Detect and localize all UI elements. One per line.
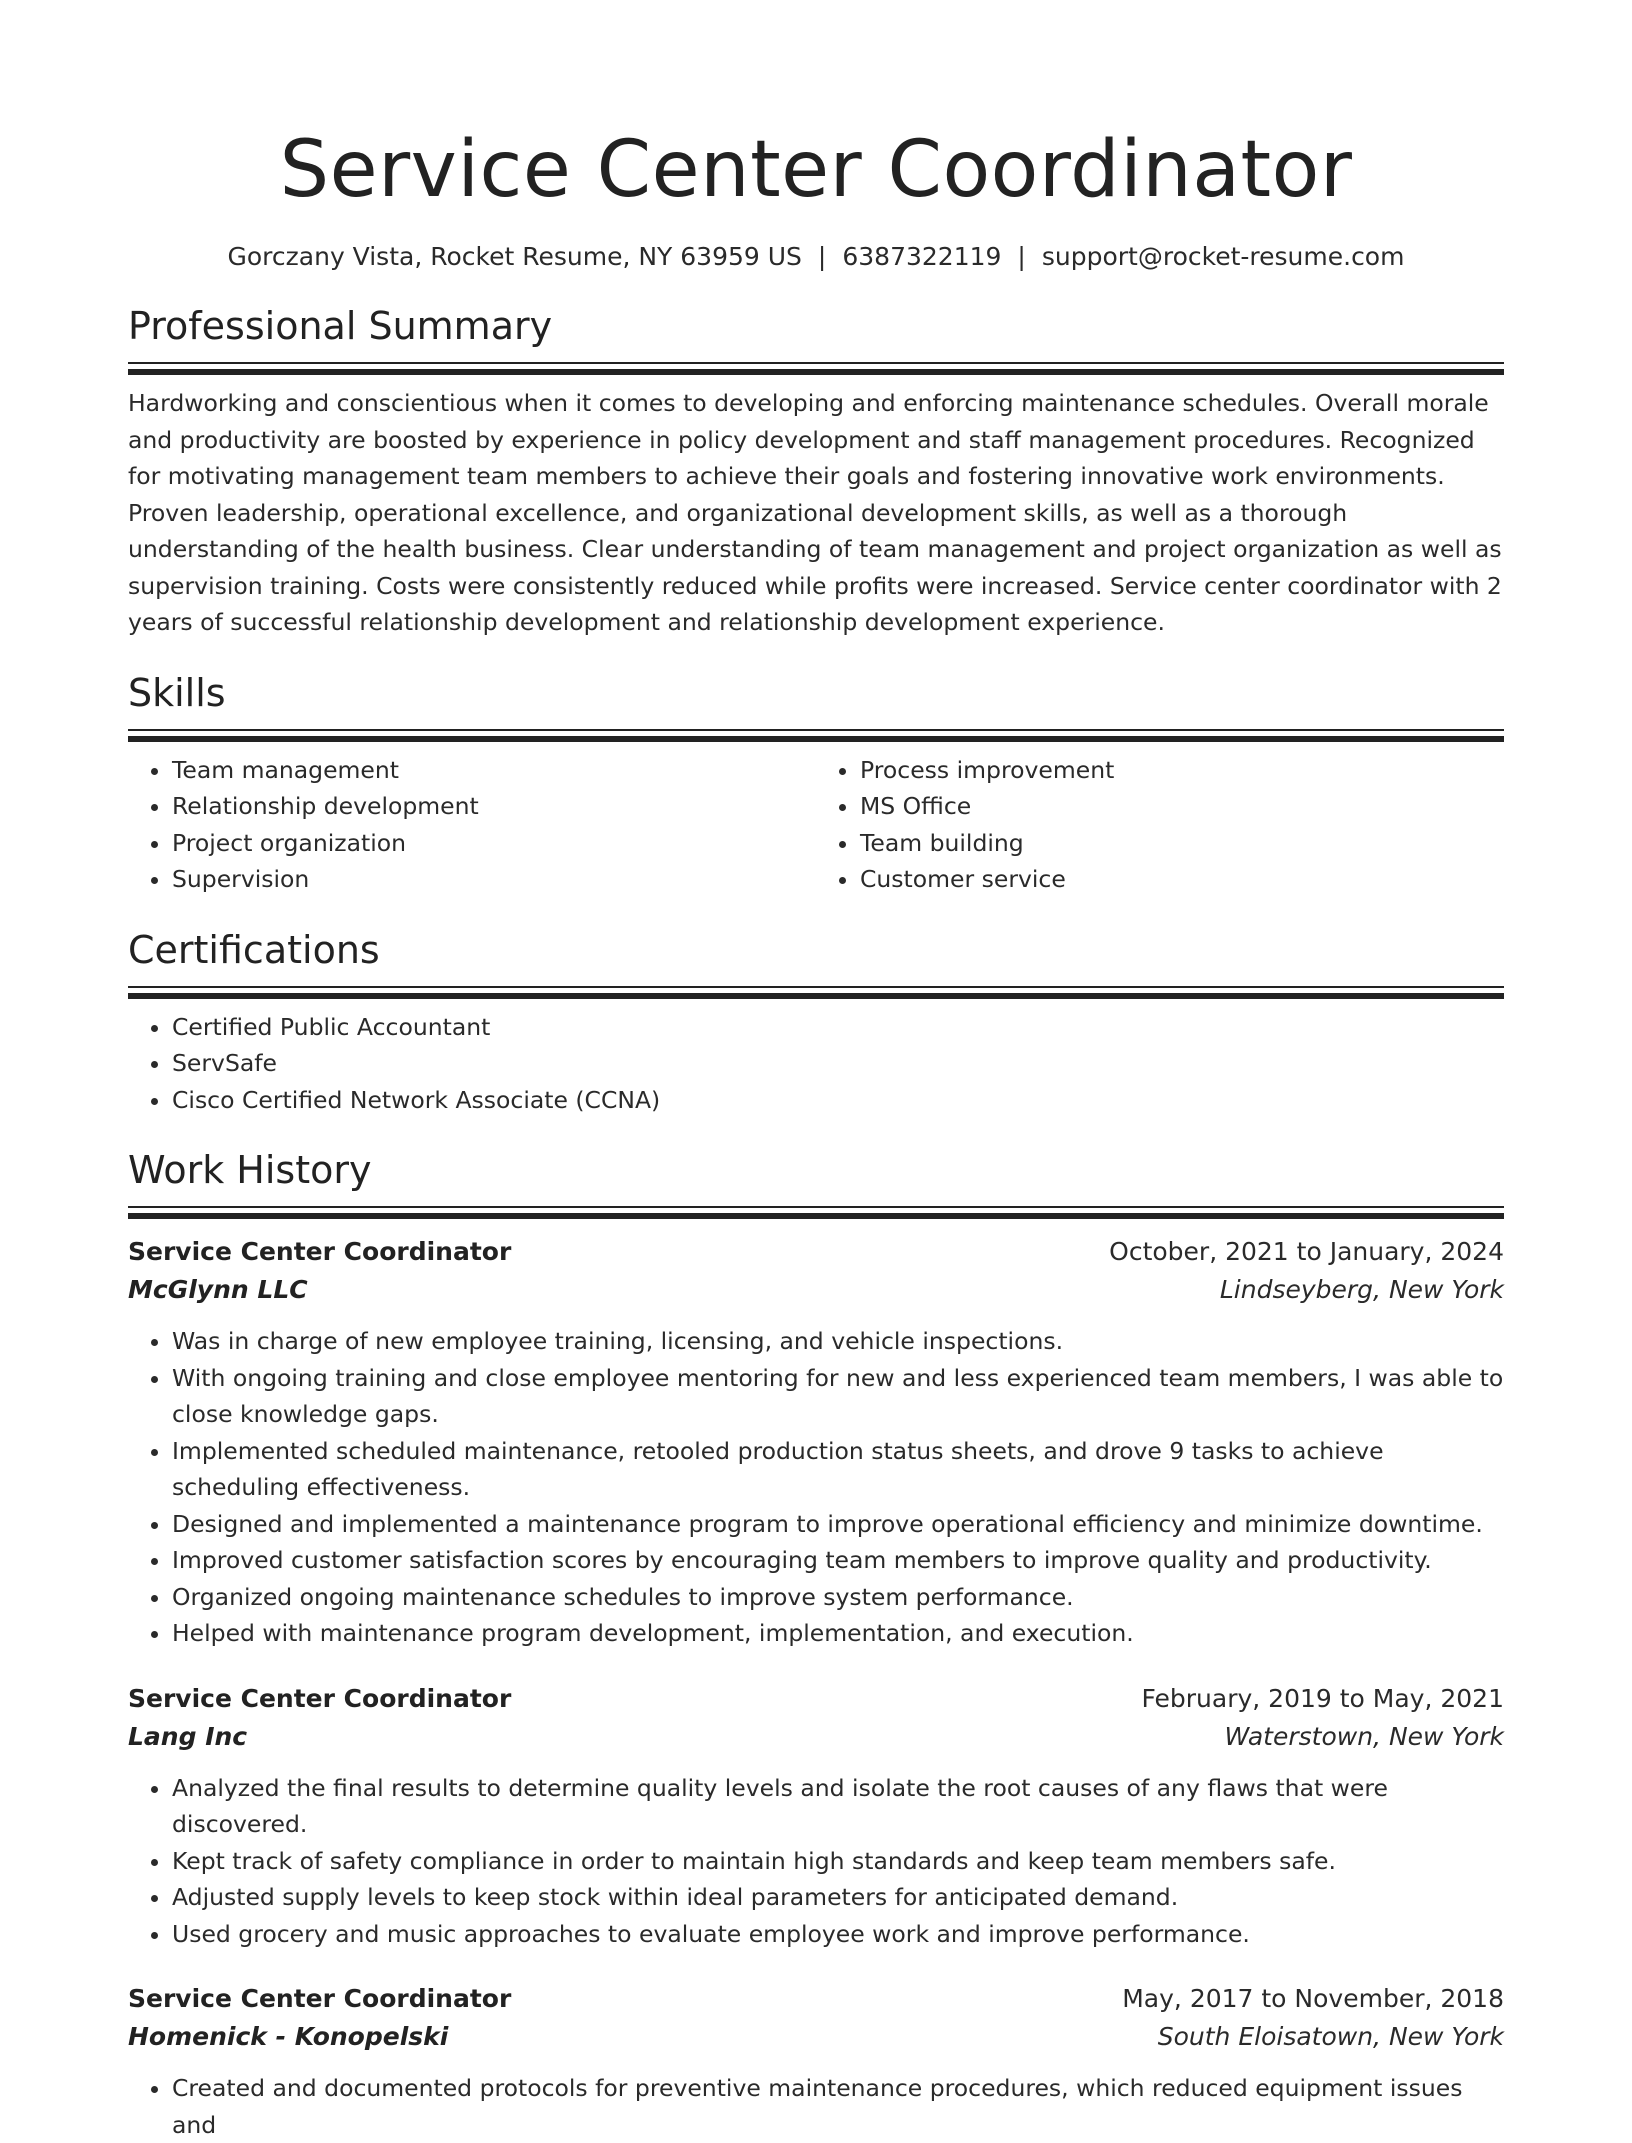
skills-section: [128, 667, 1504, 898]
job-bullets: [128, 2070, 1504, 2143]
section-divider: [128, 1206, 1504, 1219]
skill-item: • Team management: [172, 752, 816, 789]
job-dates: February, 2019 to May, 2021: [1141, 1683, 1504, 1713]
skill-item: • Team building: [860, 825, 1504, 862]
summary-section: [128, 300, 1504, 641]
skills-list-right: [816, 752, 1504, 898]
skill-item: • Supervision: [172, 861, 816, 898]
job-title: Service Center Coordinator: [128, 1984, 512, 2013]
skill-item: • Process improvement: [860, 752, 1504, 789]
section-title-work-history: Work History: [128, 1148, 372, 1192]
certifications-section: [128, 924, 1504, 1119]
section-title-skills: Skills: [128, 670, 226, 715]
contact-email: support@rocket-resume.com: [1041, 242, 1405, 271]
job-location: South Eloisatown, New York: [1157, 2022, 1504, 2051]
work-history-section: [128, 1144, 1504, 2143]
resume-name: Service Center Coordinator: [279, 125, 1353, 215]
job-dates: October, 2021 to January, 2024: [1109, 1237, 1504, 1266]
job-bullet: • Created and documented protocols for preventive maintenance procedures, which reduced equipment issues and: [172, 2070, 1504, 2143]
job-bullet: • Organized ongoing maintenance schedules to improve system performance.: [172, 1579, 1504, 1616]
job-bullets: [128, 1770, 1504, 1953]
contact-address: Gorczany Vista, Rocket Resume, NY 63959 US: [227, 242, 802, 271]
job-dates: May, 2017 to November, 2018: [1122, 1984, 1504, 2013]
skill-item: • Relationship development: [172, 788, 816, 825]
job-company: McGlynn LLC: [128, 1275, 308, 1304]
job-bullet: • Kept track of safety compliance in order to maintain high standards and keep team members safe.: [172, 1843, 1504, 1880]
job-bullet: • Was in charge of new employee training, licensing, and vehicle inspections.: [172, 1323, 1504, 1360]
job-header-row: [128, 1233, 1504, 1271]
job-bullet: • Improved customer satisfaction scores by encouraging team members to improve quality and productivity.: [172, 1542, 1504, 1579]
job-location: Waterstown, New York: [1224, 1721, 1504, 1751]
job-title: Service Center Coordinator: [128, 1683, 512, 1713]
job-bullet: • With ongoing training and close employee mentoring for new and less experienced team members, I was able to close knowledge gaps.: [172, 1360, 1504, 1433]
job-company-row: [128, 1271, 1504, 1309]
skill-item: • Customer service: [860, 861, 1504, 898]
job-entry: [128, 1233, 1504, 1652]
summary-text: Hardworking and conscientious when it comes to developing and enforcing maintenance schedules. Overall morale and productivity are boosted by experience in policy development and staff management procedures. Recognized for motivating management team members to achieve their goals and fostering innovative work environments. Proven leadership, operational excellence, and organizational development skills, as well as a thorough understanding of the health business. Clear understanding of team management and project organization as well as supervision training. Costs were consistently reduced while profits were increased. Service center coordinator with 2 years of successful relationship development and relationship development experience.: [128, 389, 1502, 636]
job-header-row: [128, 1680, 1504, 1718]
skill-item: • Project organization: [172, 825, 816, 862]
job-bullet: • Used grocery and music approaches to evaluate employee work and improve performance.: [172, 1916, 1504, 1953]
section-divider: [128, 986, 1504, 999]
contact-separator: |: [817, 242, 827, 271]
contact-line: [128, 240, 1504, 274]
job-entry: [128, 1980, 1504, 2143]
job-entry: [128, 1680, 1504, 1953]
skills-grid: [128, 752, 1504, 898]
job-company: Lang Inc: [128, 1721, 248, 1751]
job-bullet: • Analyzed the final results to determine quality levels and isolate the root causes of any flaws that were discovered.: [172, 1770, 1504, 1843]
section-title-summary: Professional Summary: [128, 304, 553, 348]
skill-item: • MS Office: [860, 788, 1504, 825]
job-header-row: [128, 1980, 1504, 2018]
job-title: Service Center Coordinator: [128, 1237, 512, 1266]
job-bullet: • Helped with maintenance program development, implementation, and execution.: [172, 1615, 1504, 1652]
job-company: Homenick - Konopelski: [128, 2022, 449, 2051]
contact-phone: 6387322119: [842, 242, 1002, 271]
job-bullet: • Implemented scheduled maintenance, retooled production status sheets, and drove 9 tasks to achieve scheduling effectiveness.: [172, 1433, 1504, 1506]
skills-list-left: [128, 752, 816, 898]
certification-item: • Certified Public Accountant: [172, 1009, 1504, 1046]
certifications-list: [128, 1009, 1504, 1119]
section-title-certifications: Certifications: [128, 927, 380, 972]
job-company-row: [128, 1718, 1504, 1756]
certification-item: • Cisco Certified Network Associate (CCNA): [172, 1082, 1504, 1119]
job-bullet: • Adjusted supply levels to keep stock within ideal parameters for anticipated demand.: [172, 1879, 1504, 1916]
contact-separator: |: [1017, 242, 1026, 271]
certification-item: • ServSafe: [172, 1045, 1504, 1082]
section-divider: [128, 729, 1504, 742]
job-company-row: [128, 2018, 1504, 2056]
section-divider: [128, 362, 1504, 375]
job-bullet: • Designed and implemented a maintenance program to improve operational efficiency and minimize downtime.: [172, 1506, 1504, 1543]
job-bullets: [128, 1323, 1504, 1652]
job-location: Lindseyberg, New York: [1219, 1275, 1504, 1304]
